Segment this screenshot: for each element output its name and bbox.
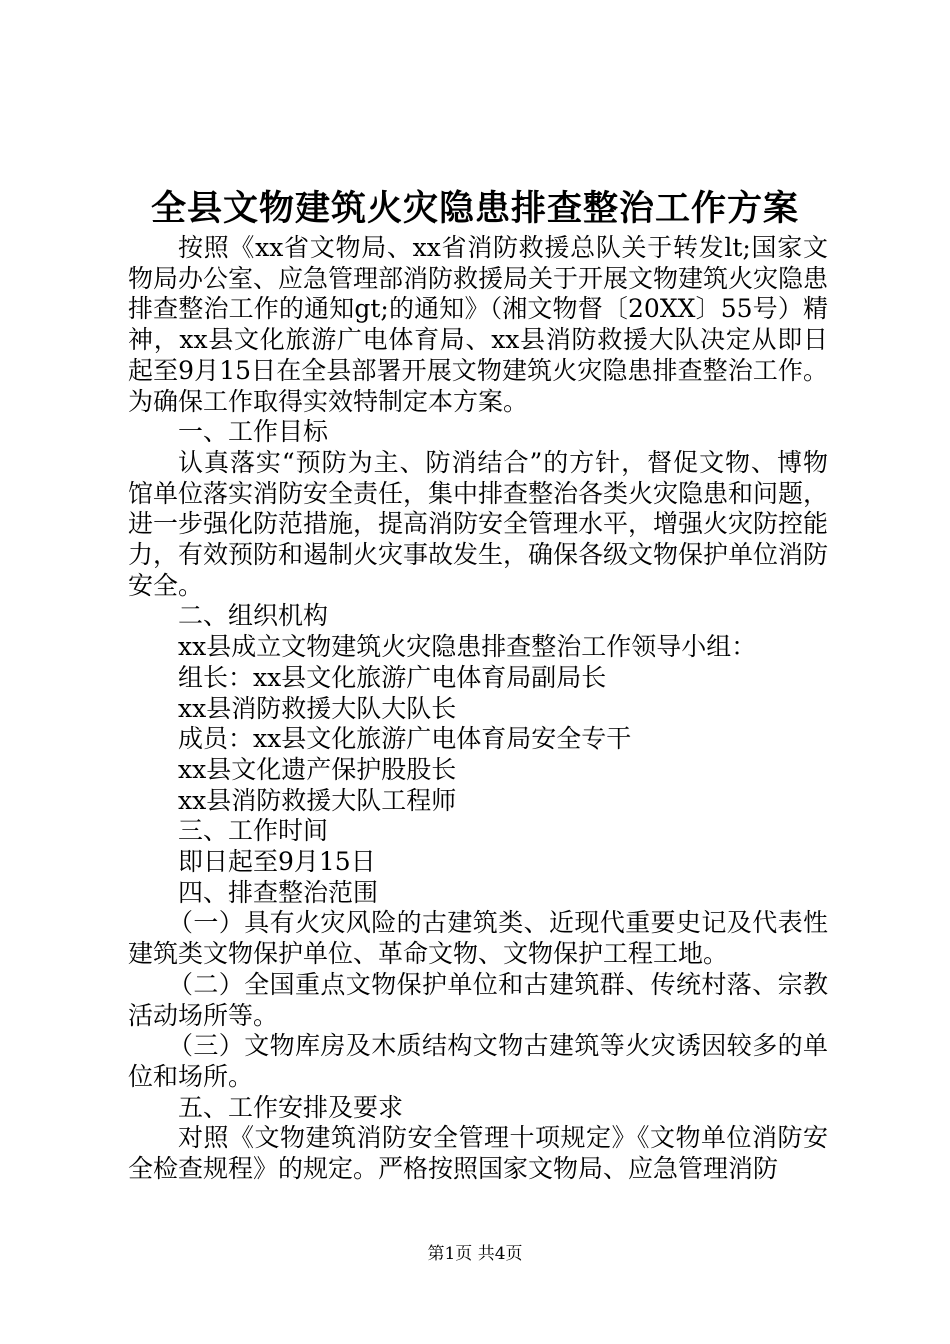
leader-line-2: xx县消防救援大队大队长 — [178, 693, 457, 723]
organization-paragraph: xx县成立文物建筑火灾隐患排查整治工作领导小组： — [178, 632, 757, 662]
time-paragraph: 即日起至9月15日 — [178, 847, 376, 877]
intro-paragraph: 按照《xx省文物局、xx省消防救援总队关于转发lt;国家文物局办公室、应急管理部消防救援局关于开展文物建筑火灾隐患排查整治工作的通知gt;的通知》（湘文物督〔20XX〕55号）精神，xx县文化旅游广电体育局、xx县消防救援大队决定从即日起至9月15日在全县部署开展文物建筑火灾隐患排查整治工作。为确保工作取得实效特制定本方案。 — [128, 233, 829, 416]
member-line: 成员：xx县文化旅游广电体育局安全专干 — [178, 724, 632, 754]
page-footer: 第1页 共4页 — [427, 1244, 523, 1264]
document-body — [128, 233, 828, 1185]
scope-item-1: （一）具有火灾风险的古建筑类、近现代重要史记及代表性建筑类文物保护单位、革命文物、文物保护工程工地。 — [128, 908, 828, 969]
arrangement-paragraph: 对照《文物建筑消防安全管理十项规定》《文物单位消防安全检查规程》的规定。严格按照国家文物局、应急管理消防 — [128, 1123, 828, 1184]
document-title: 全县文物建筑火灾隐患排查整治工作方案 — [150, 188, 799, 229]
section-heading-scope: 四、排查整治范围 — [178, 877, 379, 907]
section-heading-goal: 一、工作目标 — [178, 417, 329, 447]
scope-item-3: （三）文物库房及木质结构文物古建筑等火灾诱因较多的单位和场所。 — [128, 1031, 828, 1091]
section-heading-organization: 二、组织机构 — [178, 601, 329, 631]
goal-paragraph: 认真落实“预防为主、防消结合”的方针，督促文物、博物馆单位落实消防安全责任，集中排查整治各类火灾隐患和问题，进一步强化防范措施，提高消防安全管理水平，增强火灾防控能力，有效预防和遏制火灾事故发生，确保各级文物保护单位消防安全。 — [128, 447, 829, 600]
member-line-3: xx县消防救援大队工程师 — [178, 785, 457, 815]
member-line-2: xx县文化遗产保护股股长 — [178, 754, 457, 784]
section-heading-time: 三、工作时间 — [178, 816, 329, 846]
section-heading-arrangement: 五、工作安排及要求 — [178, 1092, 404, 1122]
scope-item-2: （二）全国重点文物保护单位和古建筑群、传统村落、宗教活动场所等。 — [128, 969, 828, 1030]
leader-line: 组长：xx县文化旅游广电体育局副局长 — [178, 662, 607, 692]
